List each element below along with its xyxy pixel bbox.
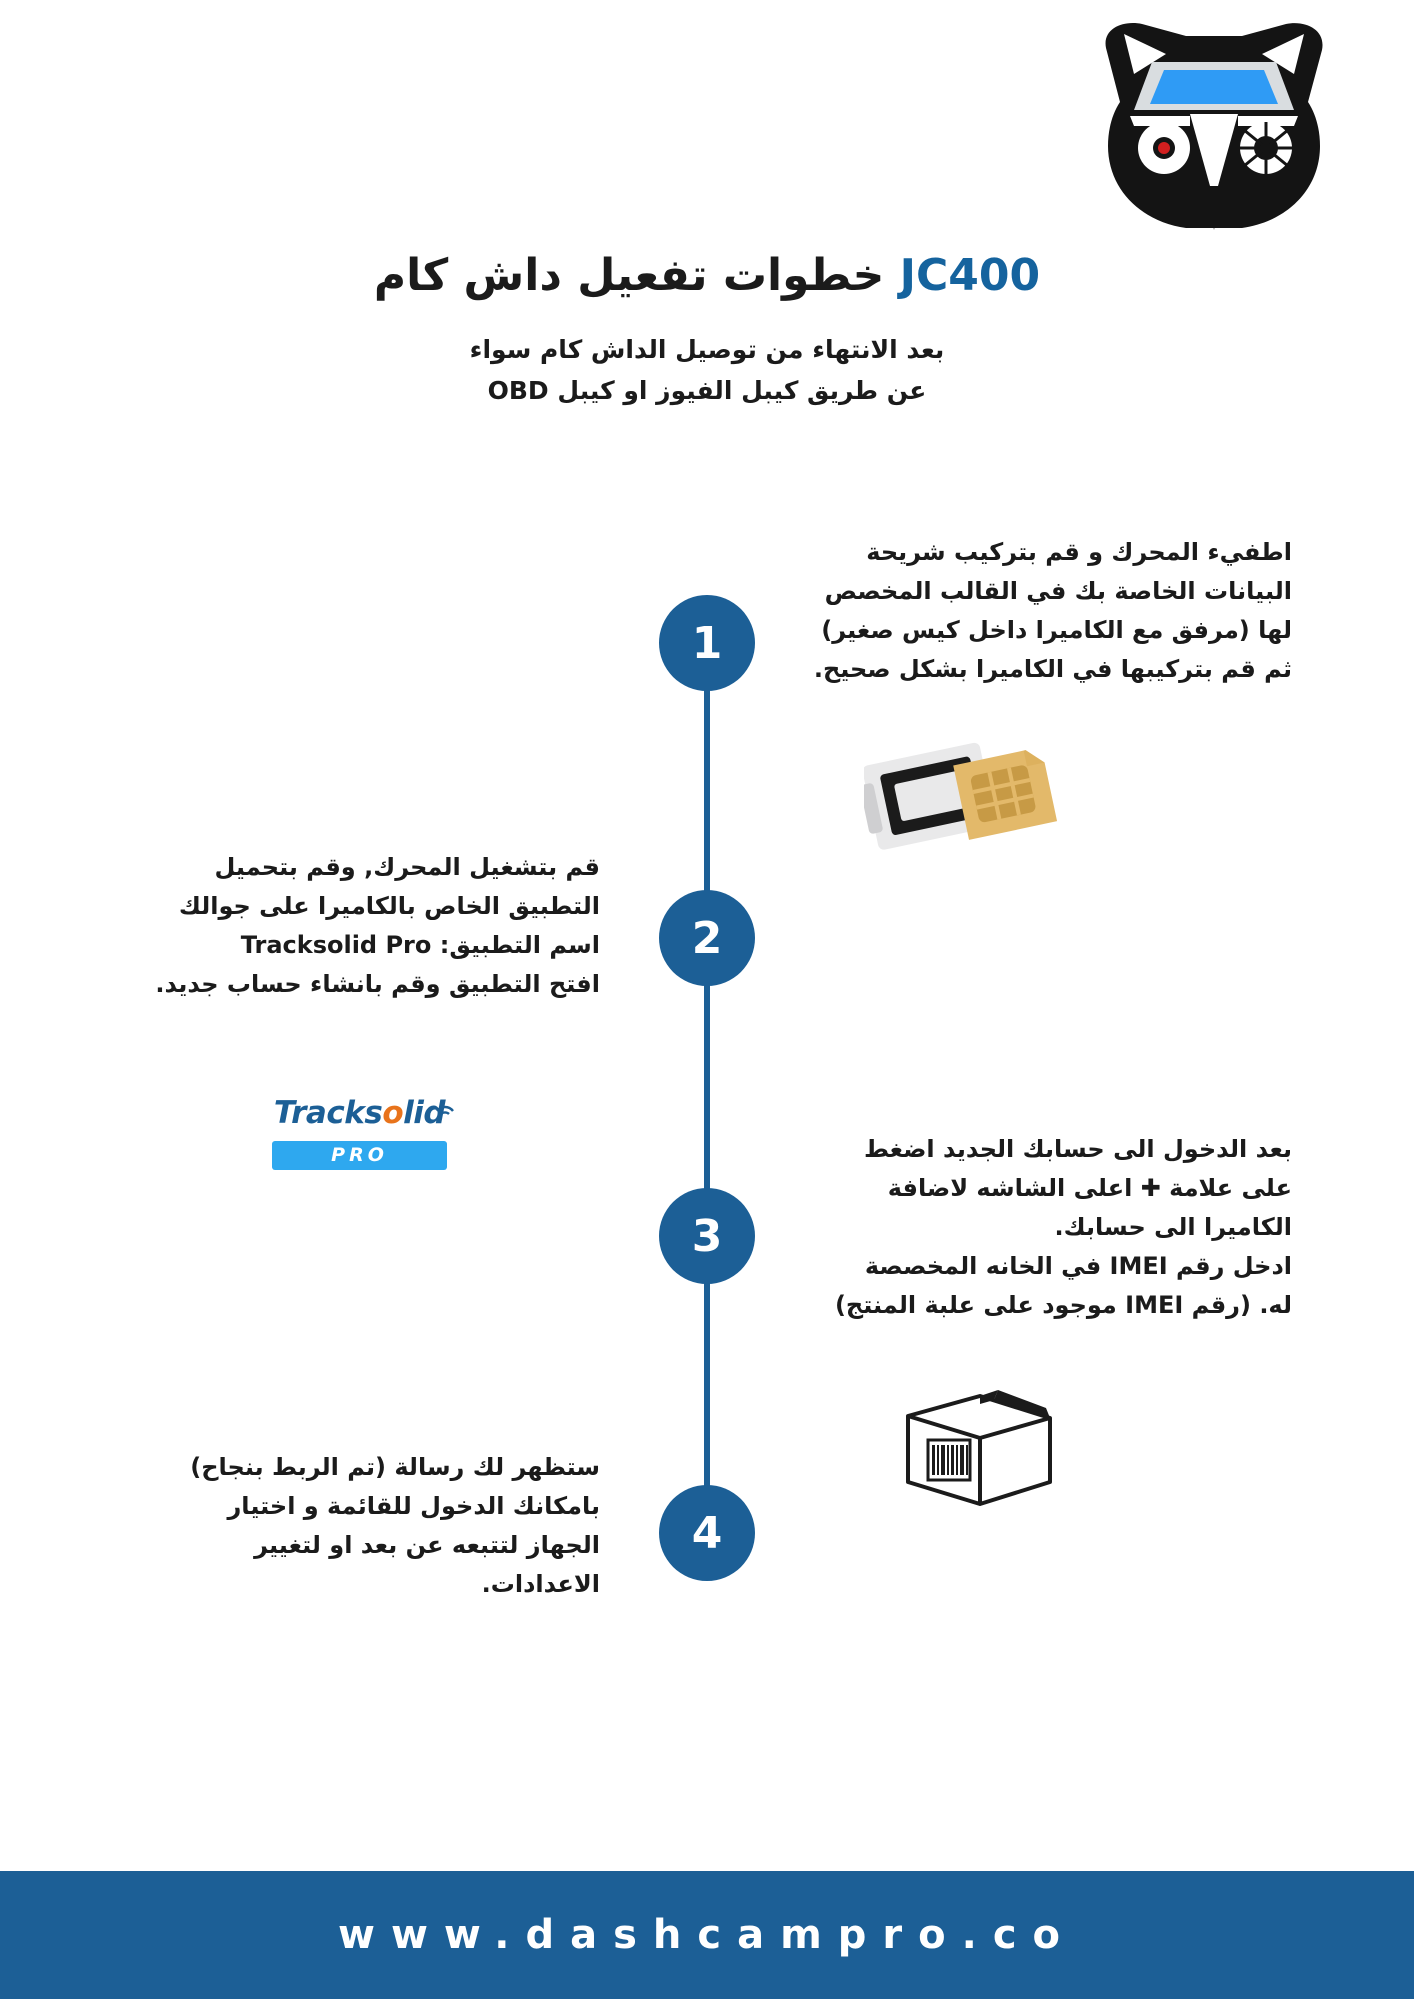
timeline-connector	[704, 600, 710, 1560]
timeline-node-2	[659, 890, 755, 986]
brand-logo	[1094, 18, 1334, 233]
page-subtitle-line-2: عن طريق كيبل الفيوز او كيبل OBD	[487, 376, 927, 406]
step-4-line-2: بامكانك الدخول للقائمة و اختيار	[227, 1491, 600, 1520]
tracksolid-wordmark	[272, 1095, 447, 1131]
step-2-line-2: التطبيق الخاص بالكاميرا على جوالك	[178, 891, 600, 920]
step-2-text	[100, 848, 600, 1004]
page-title-text: خطوات تفعيل داش كام	[373, 250, 885, 301]
step-3-line-3: الكاميرا الى حسابك.	[1054, 1212, 1292, 1241]
step-2-line-3: اسم التطبيق: Tracksolid Pro	[240, 930, 600, 959]
step-4-line-3: الجهاز لتتبعه عن بعد او لتغيير	[254, 1530, 600, 1559]
timeline-node-3	[659, 1188, 755, 1284]
step-1-text	[812, 533, 1292, 689]
step-4-line-4: الاعدادات.	[481, 1569, 600, 1598]
step-4-line-1: ستظهر لك رسالة (تم الربط بنجاح)	[190, 1453, 600, 1481]
sim-card-tray-illustration	[864, 730, 1064, 865]
step-1-line-1: اطفيء المحرك و قم بتركيب شريحة	[866, 538, 1292, 566]
step-2-line-4: افتح التطبيق وقم بانشاء حساب جديد.	[155, 969, 600, 998]
footer-bar	[0, 1871, 1414, 1999]
wifi-icon	[435, 1089, 455, 1125]
step-3-line-5: له. (رقم IMEI موجود على علبة المنتج)	[834, 1290, 1292, 1319]
page-header	[0, 248, 1414, 412]
product-box-barcode-icon	[894, 1378, 1064, 1513]
timeline-node-1-number: 1	[691, 617, 723, 669]
footer-website-url[interactable]: www.dashcampro.co	[338, 1912, 1077, 1958]
page-subtitle-line-1: بعد الانتهاء من توصيل الداش كام سواء	[469, 335, 945, 364]
step-3-line-2: على علامة ✚ اعلى الشاشه لاضافة	[887, 1173, 1292, 1202]
tracksolid-wordmark-part1: Tracks	[273, 1095, 383, 1131]
tracksolid-app-logo	[272, 1095, 447, 1170]
step-1-line-3: لها (مرفق مع الكاميرا داخل كيس صغير)	[821, 615, 1292, 644]
timeline-node-1	[659, 595, 755, 691]
page-title-model: JC400	[899, 250, 1041, 301]
page-subtitle	[0, 329, 1414, 412]
sim-card-icon	[864, 730, 1064, 865]
timeline-node-2-number: 2	[691, 912, 723, 964]
timeline-node-4	[659, 1485, 755, 1581]
step-1-line-4: ثم قم بتركيبها في الكاميرا بشكل صحيح.	[813, 654, 1292, 683]
step-3-line-4: ادخل رقم IMEI في الخانه المخصصة	[864, 1251, 1292, 1280]
step-3-line-1: بعد الدخول الى حسابك الجديد اضغط	[863, 1135, 1292, 1163]
tracksolid-pro-badge: PRO	[272, 1141, 447, 1170]
owl-car-logo-icon	[1094, 18, 1334, 233]
step-2-line-1: قم بتشغيل المحرك, وقم بتحميل	[214, 853, 600, 881]
timeline-node-4-number: 4	[691, 1507, 723, 1559]
page-title	[0, 248, 1414, 303]
tracksolid-wordmark-part2: lid	[403, 1095, 446, 1131]
step-4-text	[100, 1448, 600, 1604]
step-3-text	[812, 1130, 1292, 1324]
step-1-line-2: البيانات الخاصة بك في القالب المخصص	[824, 576, 1292, 605]
product-box-illustration	[894, 1378, 1064, 1513]
tracksolid-wordmark-o: o	[382, 1095, 404, 1131]
timeline-node-3-number: 3	[691, 1210, 723, 1262]
